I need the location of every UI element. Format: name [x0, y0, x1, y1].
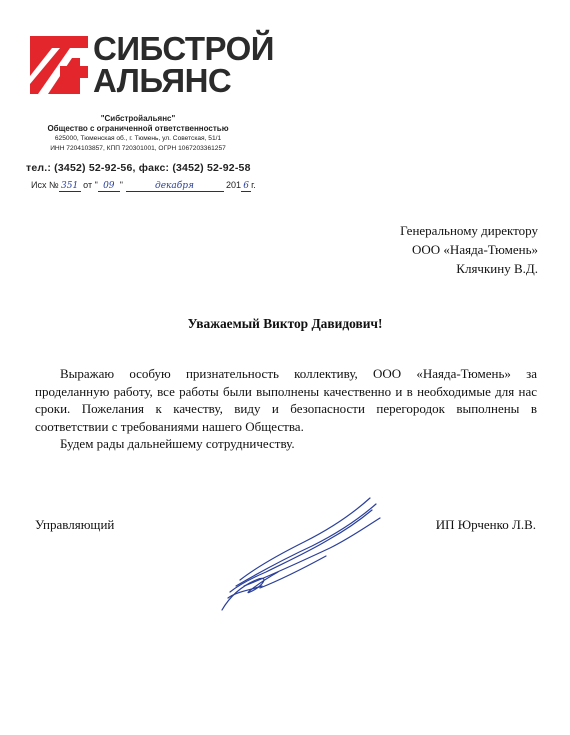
body-paragraph-2: Будем рады дальнейшему сотрудничеству. [60, 436, 295, 451]
addressee-name: Клячкину В.Д. [456, 261, 538, 276]
letter-body [35, 365, 537, 453]
company-address: 625000, Тюменская об., г. Тюмень, ул. Советская, 51/1 [54, 135, 222, 142]
company-legal-form: Общество с ограниченной ответственностью [47, 124, 229, 133]
addressee-company: ООО «Наяда-Тюмень» [412, 242, 538, 257]
company-name: "Сибстройальянс" [100, 114, 176, 123]
handwritten-signature-icon [200, 488, 390, 613]
company-logo-icon [30, 36, 88, 94]
outgoing-day: 09 [98, 181, 120, 192]
outgoing-year-digit: 6 [241, 181, 251, 192]
outgoing-number: 351 [59, 181, 81, 192]
outgoing-month: декабря [126, 181, 224, 192]
outgoing-reference: Исх № 351 от " 09 " декабря 201 6 г. [31, 180, 256, 191]
outgoing-year-suffix: г. [251, 180, 256, 190]
logo-wordmark-line2: АЛЬЯНС [93, 62, 232, 99]
logo-wordmark-line1: СИБСТРОЙ [93, 30, 274, 67]
signatory-position: Управляющий [35, 517, 115, 532]
outgoing-number-label: Исх № [31, 180, 59, 190]
company-contacts: тел.: (3452) 52-92-56, факс: (3452) 52-92-58 [26, 162, 251, 174]
addressee-position: Генеральному директору [400, 223, 538, 238]
body-paragraph-1: Выражаю особую признательность коллективу, ООО «Наяда-Тюмень» за проделанную работу, все работы были выполнены качественно и в необходимые для нас сроки. Пожелания к качеству, виду и безопасности перегородок выполнены в соответствии с требованиями нашего Общества. [35, 366, 537, 434]
company-requisites [26, 114, 250, 175]
outgoing-date-label: от [83, 180, 93, 190]
outgoing-year-prefix: 201 [226, 180, 242, 190]
salutation: Уважаемый Виктор Давидович! [187, 316, 383, 331]
company-registration: ИНН 7204103857, КПП 720301001, ОГРН 1067203361257 [50, 144, 226, 152]
addressee-block [400, 221, 538, 278]
signatory-name: ИП Юрченко Л.В. [435, 517, 536, 532]
